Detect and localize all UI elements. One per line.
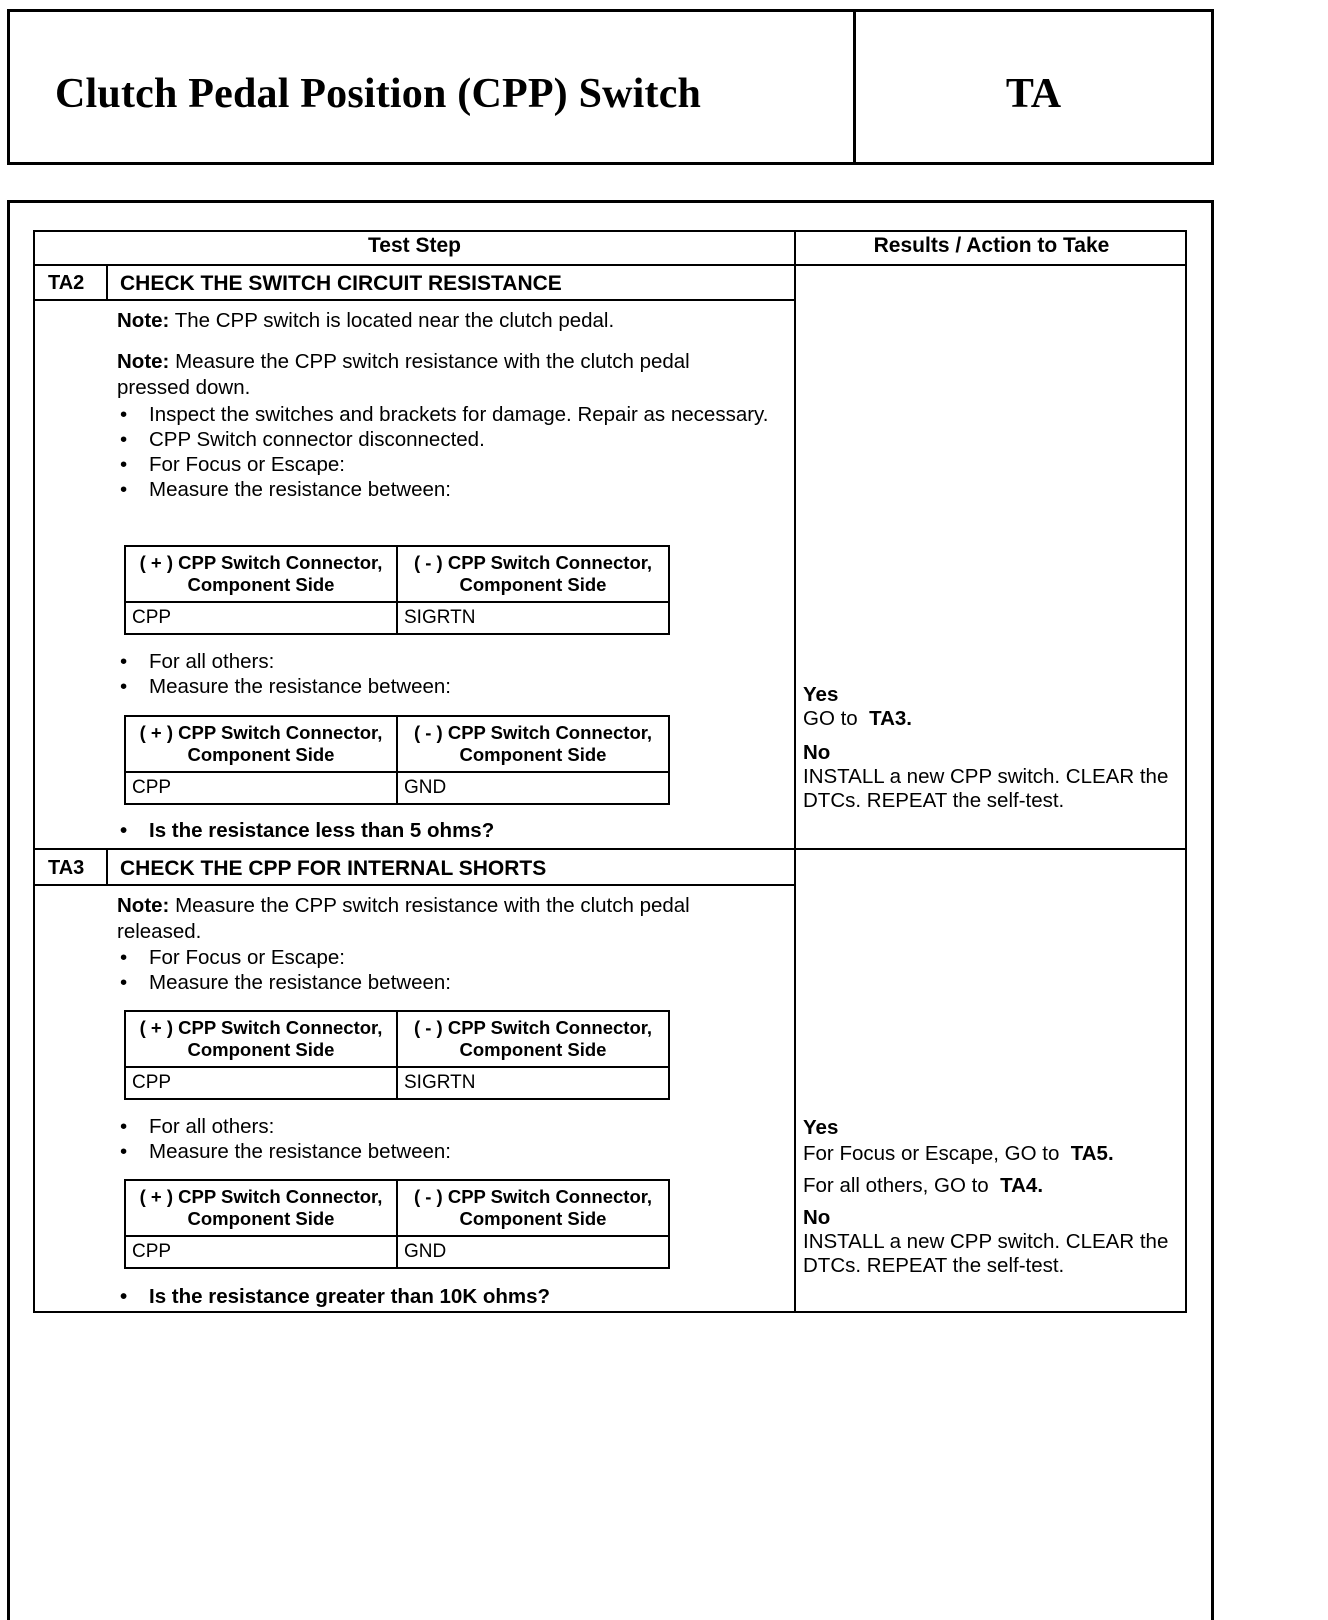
instruction-list [117, 649, 767, 699]
column-header-results: Results / Action to Take [873, 234, 1110, 257]
yes-action: GO to TA3. [803, 707, 912, 730]
header-rule [33, 264, 1187, 266]
table-header-positive: ( + ) CPP Switch Connector, Component Side [125, 546, 397, 602]
table-cell: SIGRTN [397, 1067, 669, 1099]
no-action: INSTALL a new CPP switch. CLEAR the DTCs. REPEAT the self-test. [803, 765, 1169, 812]
step-ta2-code-divider [106, 264, 108, 300]
table-cell: GND [397, 772, 669, 804]
table-header-negative: ( - ) CPP Switch Connector, Component Side [397, 1011, 669, 1067]
table-header-negative: ( - ) CPP Switch Connector, Component Side [397, 716, 669, 772]
instruction-list [117, 402, 777, 502]
table-cell: GND [397, 1236, 669, 1268]
question-list [117, 1284, 767, 1309]
measurement-table [124, 1179, 670, 1269]
step-ta3-title-rule [33, 884, 796, 886]
test-question: • Is the resistance less than 5 ohms? [117, 818, 767, 843]
list-item: • CPP Switch connector disconnected. [117, 427, 777, 452]
list-item: • For all others: [117, 649, 767, 674]
table-cell: SIGRTN [397, 602, 669, 634]
results-ta3 [803, 1116, 1183, 1278]
column-divider [794, 230, 796, 1313]
page-title: Clutch Pedal Position (CPP) Switch [55, 71, 702, 117]
test-question: • Is the resistance greater than 10K ohms? [117, 1284, 767, 1309]
section-code: TA [1005, 71, 1062, 117]
list-item: • For Focus or Escape: [117, 945, 767, 970]
note [117, 349, 737, 401]
step-ta3-code-divider [106, 848, 108, 885]
table-header-positive: ( + ) CPP Switch Connector, Component Side [125, 1180, 397, 1236]
list-item: • Measure the resistance between: [117, 1139, 767, 1164]
instruction-list [117, 945, 767, 995]
list-item: • For Focus or Escape: [117, 452, 777, 477]
measurement-table [124, 715, 670, 805]
results-ta2 [803, 683, 1183, 813]
goto-step-link[interactable]: TA4. [1000, 1174, 1044, 1197]
header-box [7, 9, 1214, 165]
list-item: • Measure the resistance between: [117, 970, 767, 995]
table-header-positive: ( + ) CPP Switch Connector, Component Side [125, 716, 397, 772]
note-text: The CPP switch is located near the clutch pedal. [169, 309, 615, 332]
column-header-test-step: Test Step [368, 234, 461, 257]
table-cell: CPP [125, 602, 397, 634]
note-label: Note: [117, 350, 170, 373]
table-header-negative: ( - ) CPP Switch Connector, Component Side [397, 546, 669, 602]
yes-label: Yes [803, 1116, 839, 1139]
step-separator [33, 848, 1187, 850]
measurement-table [124, 1010, 670, 1100]
goto-step-link[interactable]: TA3. [869, 707, 912, 730]
note-text: Measure the CPP switch resistance with the clutch pedal released. [117, 894, 690, 943]
step-title: CHECK THE CPP FOR INTERNAL SHORTS [120, 857, 547, 880]
yes-label: Yes [803, 683, 839, 706]
step-code: TA3 [48, 857, 85, 879]
note-text: Measure the CPP switch resistance with the clutch pedal pressed down. [117, 350, 690, 399]
goto-step-link[interactable]: TA5. [1070, 1142, 1114, 1165]
note [117, 893, 737, 945]
question-list [117, 818, 767, 843]
table-cell: CPP [125, 1067, 397, 1099]
table-header-positive: ( + ) CPP Switch Connector, Component Side [125, 1011, 397, 1067]
note [117, 308, 757, 334]
no-label: No [803, 1206, 831, 1229]
step-ta2-title-rule [33, 299, 796, 301]
note-label: Note: [117, 309, 170, 332]
list-item: • Inspect the switches and brackets for damage. Repair as necessary. [117, 402, 777, 427]
table-cell: CPP [125, 1236, 397, 1268]
yes-action: For Focus or Escape, GO to TA5. [803, 1142, 1114, 1165]
step-title: CHECK THE SWITCH CIRCUIT RESISTANCE [120, 272, 562, 295]
table-header-negative: ( - ) CPP Switch Connector, Component Side [397, 1180, 669, 1236]
no-action: INSTALL a new CPP switch. CLEAR the DTCs. REPEAT the self-test. [803, 1230, 1169, 1277]
step-code: TA2 [48, 272, 85, 294]
note-label: Note: [117, 894, 170, 917]
instruction-list [117, 1114, 767, 1164]
table-cell: CPP [125, 772, 397, 804]
list-item: • For all others: [117, 1114, 767, 1139]
measurement-table [124, 545, 670, 635]
list-item: • Measure the resistance between: [117, 477, 777, 502]
no-label: No [803, 741, 831, 764]
yes-action: For all others, GO to TA4. [803, 1174, 1044, 1197]
list-item: • Measure the resistance between: [117, 674, 767, 699]
